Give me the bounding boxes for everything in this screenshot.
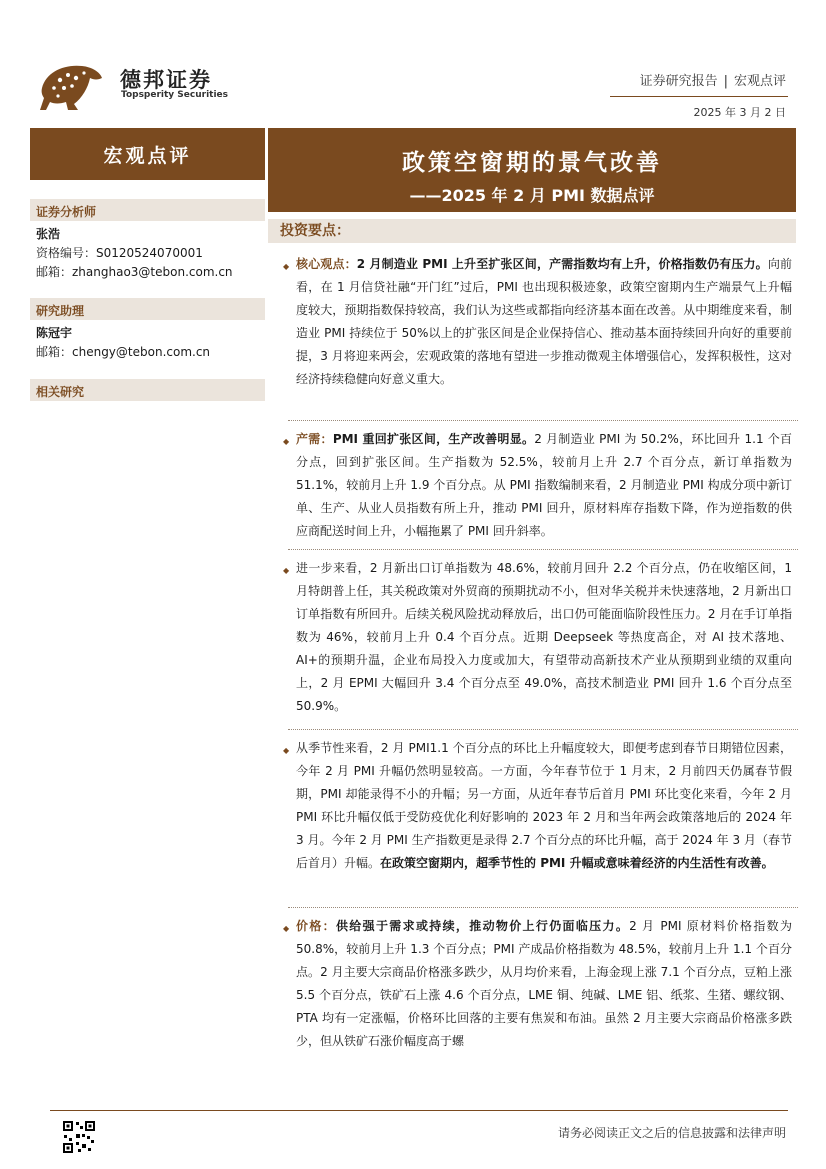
title-banner [268,128,796,212]
paragraph-highlight: 供给强于需求或持续，推动物价上行仍面临压力。 [335,919,630,933]
paragraph-seasonality [296,737,792,875]
header-rule [610,96,788,97]
category-banner: 宏观点评 [30,128,265,180]
assistant-name: 陈冠宇 [36,326,73,340]
brand-name-en: Topsperity Securities [121,90,228,100]
report-category: 宏观点评 [733,74,786,89]
report-type: 证券研究报告 [639,74,718,89]
divider [288,420,798,421]
analyst-block [30,199,265,280]
paragraph-exports [296,557,792,718]
related-block [30,379,265,401]
report-type-header [640,70,786,89]
bullet-icon: ◆ [283,437,290,446]
paragraph-highlight: PMI 重回扩张区间，生产改善明显。 [332,432,535,446]
divider [288,549,798,550]
paragraph-highlight: 2 月制造业 PMI 上升至扩张区间，产需指数均有上升，价格指数仍有压力。 [356,257,768,271]
analyst-heading: 证券分析师 [30,199,265,221]
footer-rule [50,1110,788,1111]
leopard-logo-icon [38,58,104,112]
report-title: 政策空窗期的景气改善 [402,150,662,176]
section-title: 投资要点： [268,219,796,243]
paragraph-body: 进一步来看，2 月新出口订单指数为 48.6%，较前月回升 2.2 个百分点，仍在收缩区间，1 月特朗普上任，其关税政策对外贸商的预期扰动不小，但对华关税并未快速落地，2 月新出口订单指数有所回升。后续关税风险扰动释放后，出口仍可能面临阶段性压力。2 月在手订单指数为 46%，较前月上升 0.4 个百分点。近期 Deepseek 等热度高企，对 AI 技术落地、AI+的预期升温，企业布局投入力度或加大，有望带动高新技术产业从预期到业绩的双重向上，2 月 EPMI 大幅回升 3.4 个百分点至 49.0%，高技术制造业 PMI 回升 1.6 个百分点至 50.9%。 [296,561,792,713]
bullet-icon: ◆ [283,746,290,755]
divider [288,729,798,730]
divider [288,907,798,908]
bullet-icon: ◆ [283,566,290,575]
brand-name-cn: 德邦证券 [120,68,212,92]
report-subtitle: ——2025 年 2 月 PMI 数据点评 [409,186,655,205]
paragraph-lead: 核心观点： [296,257,357,271]
paragraph-body: 向前看，在 1 月信贷社融“开门红”过后，PMI 也出现积极迹象，政策空窗期内生产端景气上升幅度较大，预期指数保持较高，我们认为这些或都指向经济基本面在改善。从中期维度来看，制造业 PMI 持续位于 50%以上的扩张区间是企业保持信心、推动基本面持续回升向好的重要前提，3 月将迎来两会，宏观政策的落地有望进一步推动微观主体增强信心，发挥积极性，这对经济持续稳健向好意义重大。 [296,257,792,386]
footer-disclaimer: 请务必阅读正文之后的信息披露和法律声明 [557,1126,786,1140]
paragraph-body: 从季节性来看，2 月 PMI1.1 个百分点的环比上升幅度较大，即便考虑到春节日期错位因素，今年 2 月 PMI 升幅仍然明显较高。一方面，今年春节位于 1 月末，2 月前四天仍属春节假期，PMI 却能录得不小的升幅；另一方面，从近年春节后首月 PMI 环比变化来看，今年 2 月 PMI 环比升幅仅低于受防疫优化利好影响的 2023 年 2 月和当年两会政策落地后的 2024 年 3 月。今年 2 月 PMI 生产指数更是录得 2.7 个百分点的环比升幅，高于 2024 年 3 月（春节后首月）升幅。 [296,741,792,870]
paragraph-supply-demand [296,428,792,543]
paragraph-body: 2 月制造业 PMI 为 50.2%，环比回升 1.1 个百分点，回到扩张区间。生产指数为 52.5%，较前月上升 2.7 个百分点，新订单指数为 51.1%，较前月上升 1.9 个百分点。从 PMI 指数编制来看，2 月制造业 PMI 构成分项中新订单、生产、从业人员指数有所上升，推动 PMI 回升，原材料库存指数下降，作为逆指数的供应商配送时间上升，小幅拖累了 PMI 回升斜率。 [296,432,792,538]
assistant-email[interactable]: 邮箱：chengy@tebon.com.cn [36,345,211,359]
paragraph-core-view [296,253,792,391]
header-separator: | [723,74,728,89]
paragraph-lead: 价格： [296,919,336,933]
analyst-name: 张浩 [36,227,61,241]
report-date: 2025 年 3 月 2 日 [693,106,786,119]
paragraph-prices [296,915,792,1065]
analyst-email[interactable]: 邮箱：zhanghao3@tebon.com.cn [36,265,233,279]
paragraph-lead: 产需： [296,432,333,446]
analyst-cert: 资格编号：S0120524070001 [36,246,203,260]
qr-code-icon [62,1120,96,1154]
bullet-icon: ◆ [283,262,290,271]
assistant-heading: 研究助理 [30,298,265,320]
assistant-block [30,298,265,360]
bullet-icon: ◆ [283,924,290,933]
related-heading: 相关研究 [30,379,265,401]
paragraph-body: 2 月 PMI 原材料价格指数为 50.8%，较前月上升 1.3 个百分点；PMI 产成品价格指数为 48.5%，较前月上升 1.1 个百分点。2 月主要大宗商品价格涨多跌少，从月均价来看，上海金现上涨 7.1 个百分点，豆粕上涨 5.5 个百分点，铁矿石上涨 4.6 个百分点，LME 铜、纯碱、LME 铝、纸浆、生猪、螺纹钢、PTA 均有一定涨幅，价格环比回落的主要有焦炭和布油。虽然 2 月主要大宗商品价格涨多跌少，但从铁矿石涨价幅度高于螺 [296,919,792,1048]
paragraph-highlight: 在政策空窗期内，超季节性的 PMI 升幅或意味着经济的内生活性有改善。 [380,856,774,870]
